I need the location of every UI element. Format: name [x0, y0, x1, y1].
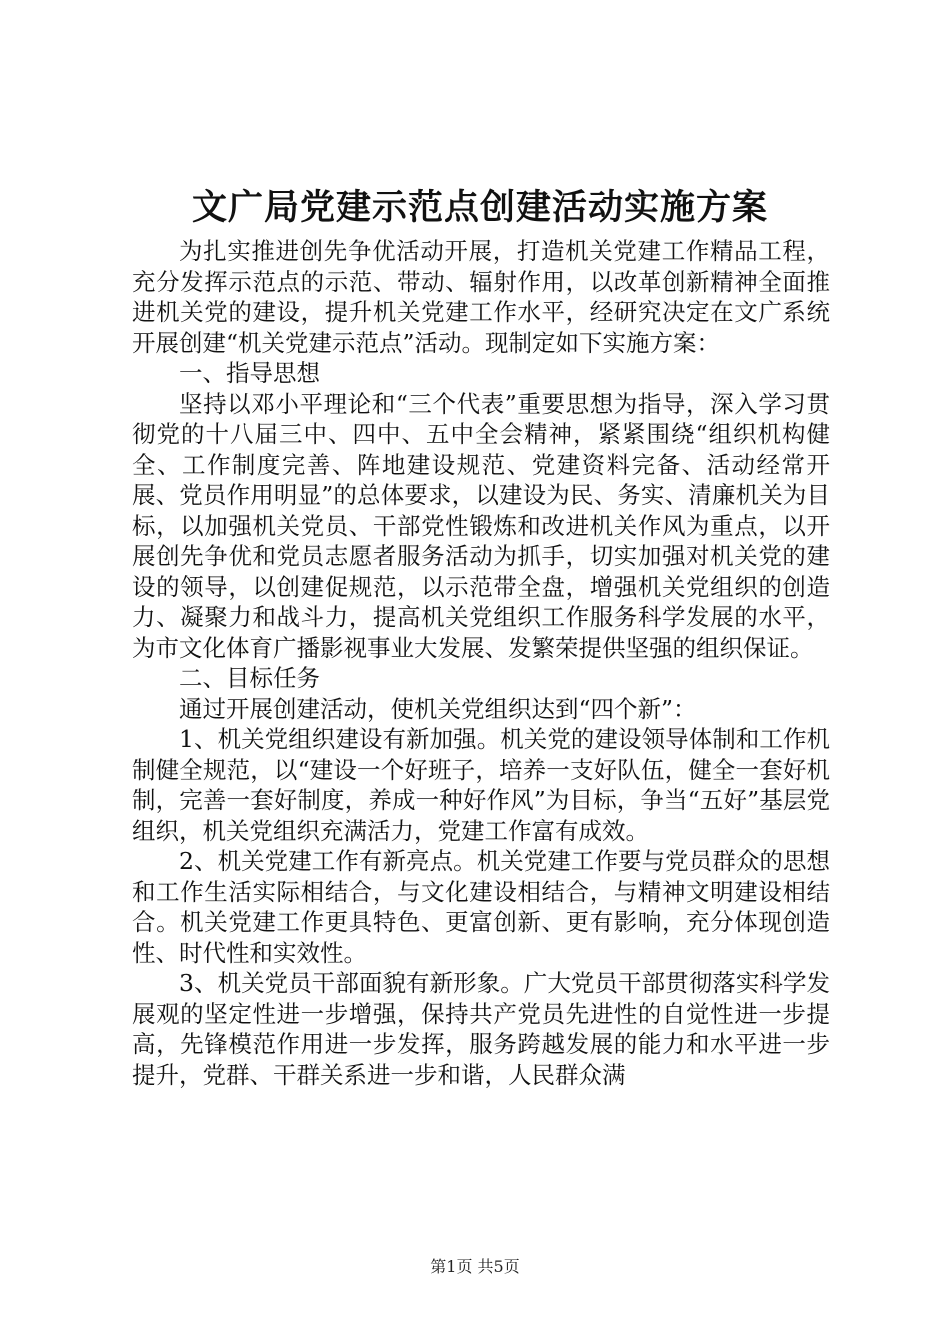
goal-item-1-paragraph: 1、机关党组织建设有新加强。机关党的建设领导体制和工作机制健全规范，以“建设一个好班子，培养一支好队伍，健全一套好机制，完善一套好制度，养成一种好作风”为目标，争当“五好”基层党组织，机关党组织充满活力，党建工作富有成效。: [132, 725, 830, 845]
guiding-ideology-paragraph: 坚持以邓小平理论和“三个代表”重要思想为指导，深入学习贯彻党的十八届三中、四中、五中全会精神，紧紧围绕“组织机构健全、工作制度完善、阵地建设规范、党建资料完备、活动经常开展、党员作用明显”的总体要求，以建设为民、务实、清廉机关为目标，以加强机关党员、干部党性锻炼和改进机关作风为重点，以开展创先争优和党员志愿者服务活动为抓手，切实加强对机关党的建设的领导，以创建促规范，以示范带全盘，增强机关党组织的创造力、凝聚力和战斗力，提高机关党组织工作服务科学发展的水平，为市文化体育广播影视事业大发展、发繁荣提供坚强的组织保证。: [132, 389, 830, 662]
goals-intro-paragraph: 通过开展创建活动，使机关党组织达到“四个新”：: [179, 694, 697, 723]
section-heading-guiding-ideology: 一、指导思想: [179, 359, 320, 387]
goal-item-2-paragraph: 2、机关党建工作有新亮点。机关党建工作要与党员群众的思想和工作生活实际相结合，与文化建设相结合，与精神文明建设相结合。机关党建工作更具特色、更富创新、更有影响，充分体现创造性、时代性和实效性。: [132, 847, 830, 967]
intro-paragraph: 为扎实推进创先争优活动开展，打造机关党建工作精品工程，充分发挥示范点的示范、带动、辐射作用，以改革创新精神全面推进机关党的建设，提升机关党建工作水平，经研究决定在文广系统开展创建“机关党建示范点”活动。现制定如下实施方案：: [132, 237, 830, 357]
document-title: 文广局党建示范点创建活动实施方案: [191, 187, 768, 228]
document-body: [132, 236, 830, 1090]
goal-item-3-paragraph: 3、机关党员干部面貌有新形象。广大党员干部贯彻落实科学发展观的坚定性进一步增强，保持共产党员先进性的自觉性进一步提高，先锋模范作用进一步发挥，服务跨越发展的能力和水平进一步提升，党群、干群关系进一步和谐，人民群众满: [132, 969, 830, 1089]
section-heading-goals: 二、目标任务: [179, 664, 320, 692]
page-footer: 第1页 共5页: [430, 1257, 520, 1276]
